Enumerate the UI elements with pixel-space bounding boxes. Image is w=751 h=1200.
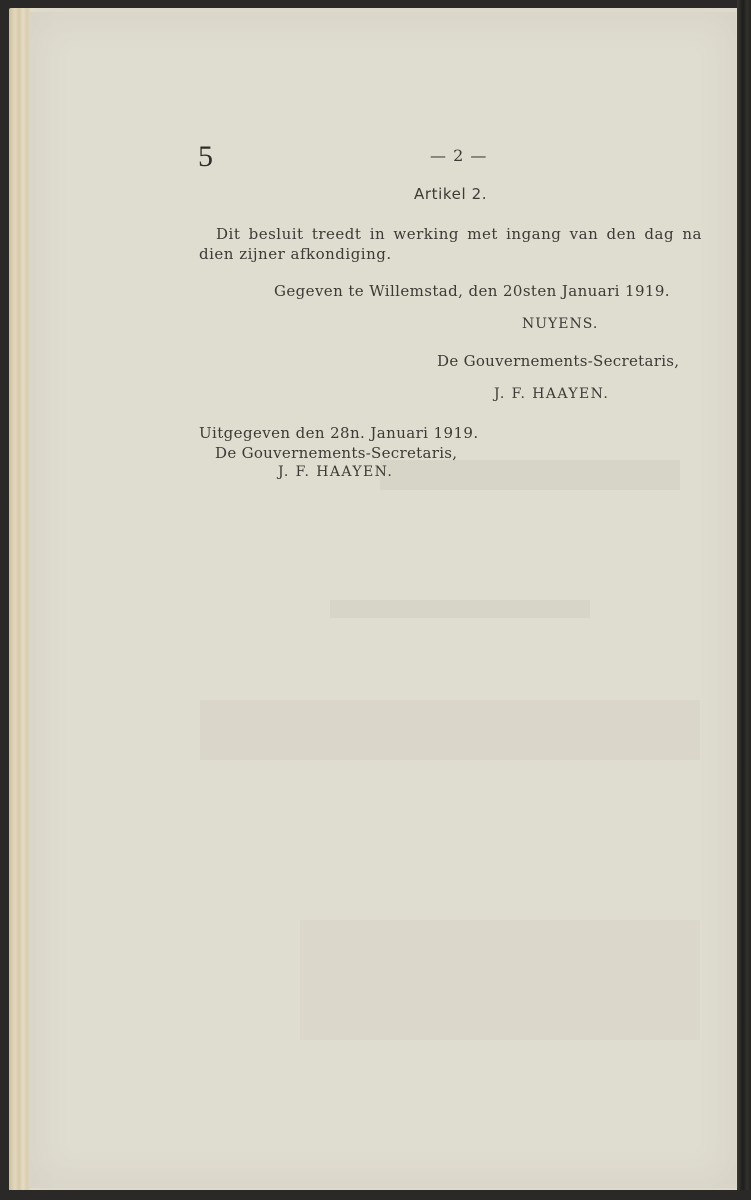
bleed-through-mark xyxy=(380,460,680,490)
secretary-title: De Gouvernements-Secretaris, xyxy=(437,352,680,370)
signatory-name: NUYENS. xyxy=(522,316,599,332)
body-text-line: Dit besluit treedt in werking met ingang van den dag na xyxy=(216,225,702,243)
page-number: 5 xyxy=(198,140,214,173)
publication-date-line: Uitgegeven den 28n. Januari 1919. xyxy=(199,424,479,442)
article-heading: Artikel 2. xyxy=(414,185,488,203)
bleed-through-mark xyxy=(200,700,700,760)
secretary-name: J. F. HAAYEN. xyxy=(278,464,394,480)
secretary-title: De Gouvernements-Secretaris, xyxy=(215,444,458,462)
scanner-edge-bottom xyxy=(0,1190,751,1200)
bleed-through-mark xyxy=(300,920,700,1040)
scanner-edge-right xyxy=(737,0,751,1200)
bleed-through-mark xyxy=(330,600,590,618)
page-folio: — 2 — xyxy=(430,146,488,165)
given-date-line: Gegeven te Willemstad, den 20sten Januari 1919. xyxy=(274,282,670,300)
secretary-name: J. F. HAAYEN. xyxy=(494,386,610,402)
body-text-line: dien zijner afkondiging. xyxy=(199,245,392,263)
